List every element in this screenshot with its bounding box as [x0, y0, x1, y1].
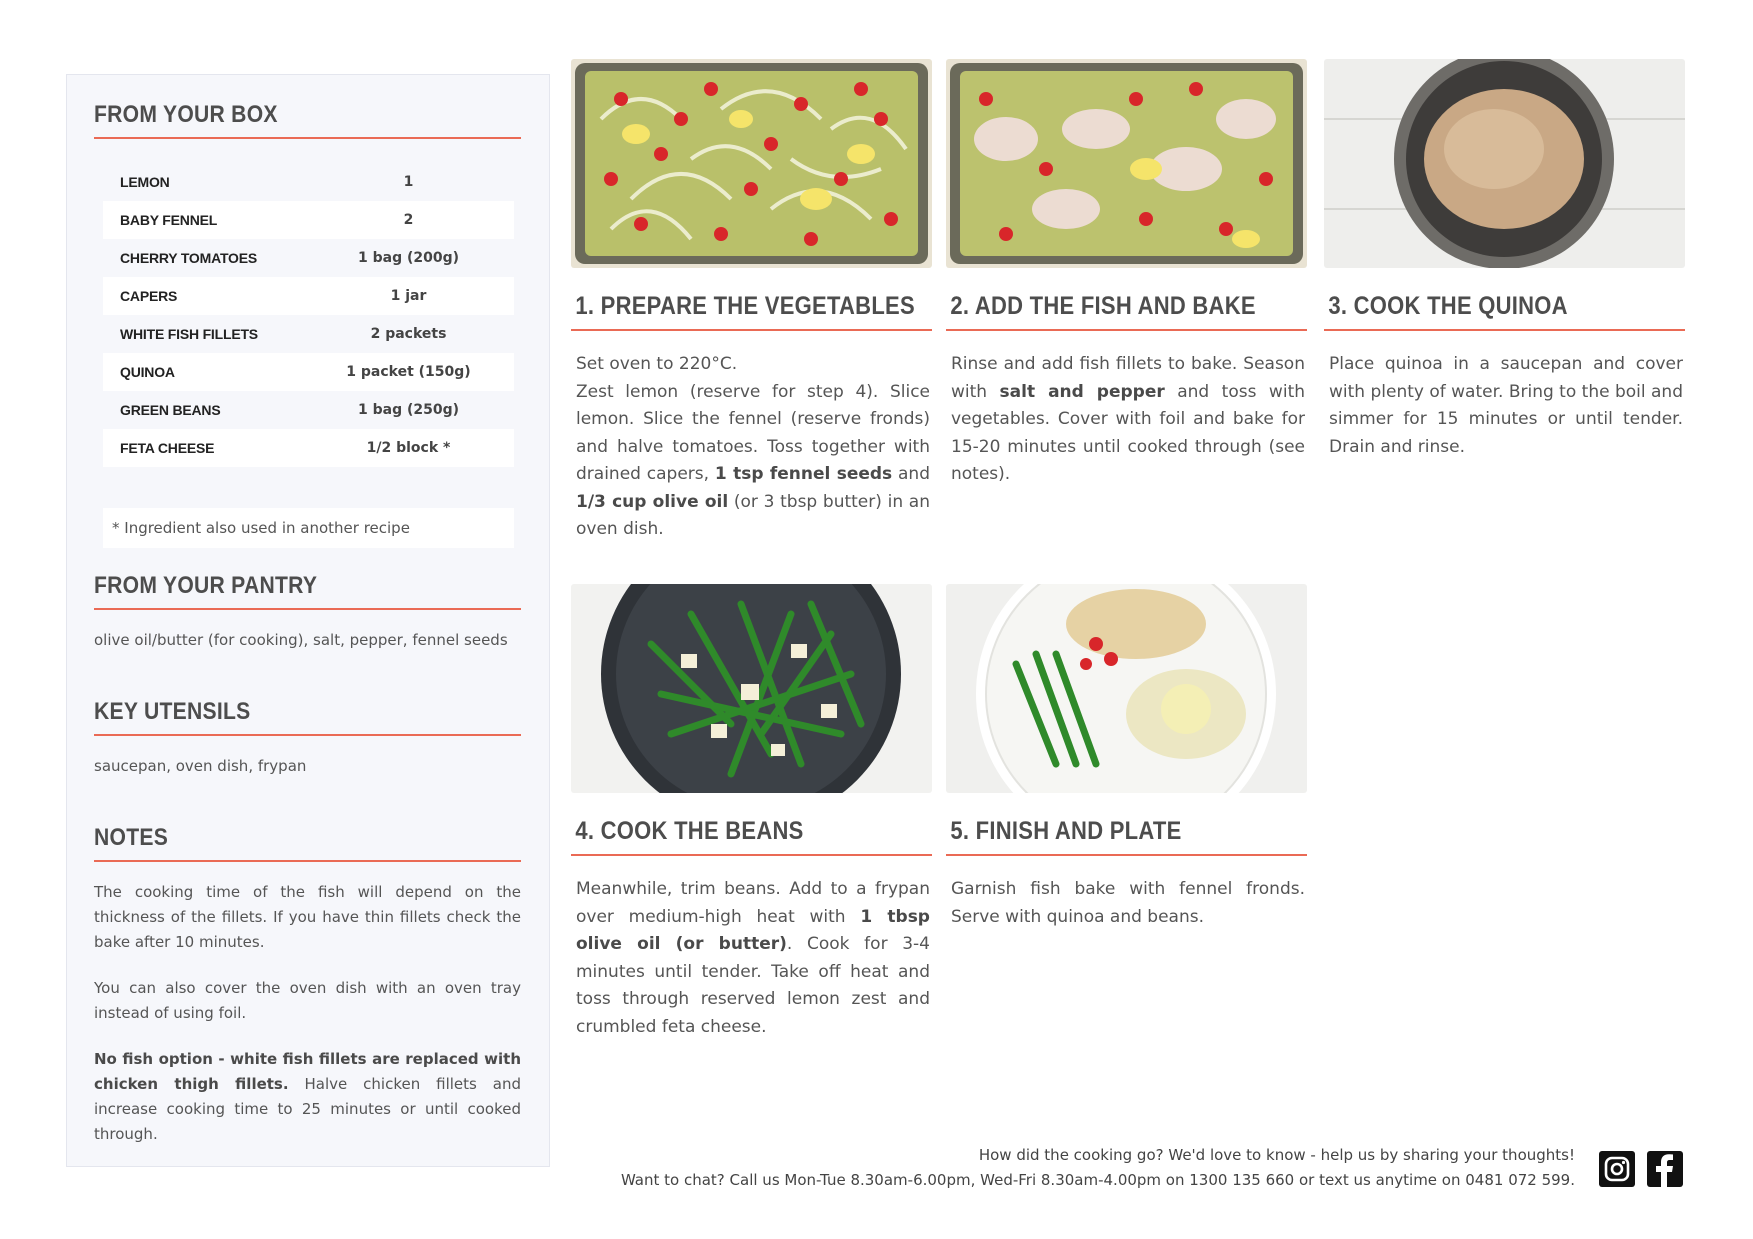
heading-rule: [94, 608, 521, 610]
notes-section: [94, 824, 521, 1168]
instruction-text: Meanwhile, trim beans. Add to a frypan over medium-high heat with: [576, 879, 930, 927]
utensils-heading: KEY UTENSILS: [94, 698, 251, 725]
step-1: [571, 59, 932, 544]
utensils-text: saucepan, oven dish, frypan: [94, 757, 307, 775]
social-links: [1599, 1151, 1683, 1187]
step-2-photo: [946, 59, 1307, 268]
instruction-text: and: [892, 464, 930, 484]
step-4-photo: [571, 584, 932, 793]
step-4-title: 4. COOK THE BEANS: [575, 817, 804, 845]
step-3-instructions: Place quinoa in a saucepan and cover with plenty of water. Bring to the boil and simmer for 15 minutes or until tender. Drain and rinse.: [1329, 354, 1683, 457]
step-5-title: 5. FINISH AND PLATE: [950, 817, 1182, 845]
contact-text: Want to chat? Call us Mon-Tue 8.30am-6.00pm, Wed-Fri 8.30am-4.00pm on 1300 135 660 or text us anytime on 0481 072 599.: [620, 1171, 1575, 1189]
ingredient-name: CAPERS: [120, 288, 178, 304]
pantry-text: olive oil/butter (for cooking), salt, pepper, fennel seeds: [94, 631, 508, 649]
ingredient-qty: 1 bag (250g): [357, 402, 460, 418]
ingredient-row: [103, 239, 514, 277]
ingredient-qty: 1 bag (200g): [357, 250, 460, 266]
ingredient-qty: 2 packets: [370, 326, 447, 342]
ingredients-sidebar: [66, 74, 550, 1167]
ingredient-name: FETA CHEESE: [120, 440, 215, 456]
instruction-bold: 1 tsp fennel seeds: [714, 464, 893, 484]
ingredient-row: [103, 277, 514, 315]
notes-text: Halve chicken fillets and increase cooking time to 25 minutes or until cooked through.: [94, 1075, 521, 1143]
step-1-instructions: [571, 351, 932, 544]
heading-rule: [1324, 329, 1685, 331]
ingredient-name: QUINOA: [120, 364, 175, 380]
step-1-title: 1. PREPARE THE VEGETABLES: [575, 292, 915, 320]
heading-rule: [94, 860, 521, 862]
box-section: [94, 101, 521, 139]
ingredient-row: [103, 163, 514, 201]
instagram-icon[interactable]: [1599, 1151, 1635, 1187]
pantry-section: [94, 572, 521, 653]
footer: [621, 1143, 1575, 1193]
step-2-title: 2. ADD THE FISH AND BAKE: [950, 292, 1256, 320]
facebook-glyph: [1647, 1151, 1683, 1187]
ingredient-name: WHITE FISH FILLETS: [120, 326, 258, 342]
ingredient-qty: 1/2 block *: [366, 440, 451, 456]
ingredient-name: CHERRY TOMATOES: [120, 250, 258, 266]
step-1-photo: [571, 59, 932, 268]
step-4-instructions: [571, 876, 932, 1041]
instruction-text: . Cook for 3-4 minutes until tender. Take off heat and toss through reserved lemon zest and crumbled feta cheese.: [576, 934, 930, 1037]
ingredient-qty: 1: [403, 174, 414, 190]
step-5-photo: [946, 584, 1307, 793]
step-4: [571, 584, 932, 1041]
step-3-title: 3. COOK THE QUINOA: [1328, 292, 1568, 320]
heading-rule: [946, 329, 1307, 331]
ingredient-qty: 1 jar: [390, 288, 427, 304]
instruction-bold: salt and pepper: [999, 381, 1165, 402]
ingredients-table: [103, 163, 514, 467]
step-2: [946, 59, 1307, 489]
ingredient-row: [103, 353, 514, 391]
instruction-text: (or 3 tbsp butter) in an oven dish.: [576, 491, 930, 539]
heading-rule: [94, 137, 521, 139]
notes-bold-text: No fish option - white fish fillets are replaced with chicken thigh fillets.: [94, 1050, 521, 1093]
notes-heading: NOTES: [94, 824, 169, 851]
instruction-bold: 1/3 cup olive oil: [576, 491, 729, 512]
facebook-icon[interactable]: [1647, 1151, 1683, 1187]
ingredient-row: [103, 201, 514, 239]
notes-paragraph: The cooking time of the fish will depend on the thickness of the fillets. If you have thin fillets check the bake after 10 minutes.: [94, 883, 521, 951]
ingredient-note: * Ingredient also used in another recipe: [103, 508, 514, 548]
ingredient-row: [103, 391, 514, 429]
step-5-instructions: Garnish fish bake with fennel fronds. Serve with quinoa and beans.: [951, 879, 1305, 927]
ingredient-name: GREEN BEANS: [120, 402, 221, 418]
ingredient-row: [103, 429, 514, 467]
instruction-bold: 1 tbsp olive oil (or butter): [576, 906, 930, 954]
ingredient-qty: 2: [403, 212, 414, 228]
instruction-text: Rinse and add fish fillets to bake. Season with: [951, 354, 1305, 402]
box-heading: FROM YOUR BOX: [94, 101, 278, 128]
notes-paragraph: [94, 1047, 521, 1147]
step-3-photo: [1324, 59, 1685, 268]
instruction-text: Zest lemon (reserve for step 4). Slice lemon. Slice the fennel (reserve fronds) and halve tomatoes. Toss together with drained capers,: [576, 381, 930, 484]
feedback-text: How did the cooking go? We'd love to know - help us by sharing your thoughts!: [978, 1146, 1575, 1164]
instagram-glyph: [1599, 1151, 1635, 1187]
heading-rule: [571, 329, 932, 331]
step-2-instructions: [946, 351, 1307, 489]
ingredient-name: BABY FENNEL: [120, 212, 218, 228]
pantry-heading: FROM YOUR PANTRY: [94, 572, 318, 599]
step-3: [1324, 59, 1685, 461]
instruction-text: Set oven to 220°C.: [576, 354, 738, 374]
step-5: [946, 584, 1307, 931]
ingredient-row: [103, 315, 514, 353]
instruction-text: and toss with vegetables. Cover with foil and bake for 15-20 minutes until cooked through (see notes).: [951, 381, 1306, 484]
utensils-section: [94, 698, 521, 779]
heading-rule: [946, 854, 1307, 856]
ingredient-name: LEMON: [120, 174, 170, 190]
notes-paragraph: You can also cover the oven dish with an oven tray instead of using foil.: [94, 979, 521, 1022]
ingredient-qty: 1 packet (150g): [346, 364, 471, 380]
heading-rule: [94, 734, 521, 736]
heading-rule: [571, 854, 932, 856]
